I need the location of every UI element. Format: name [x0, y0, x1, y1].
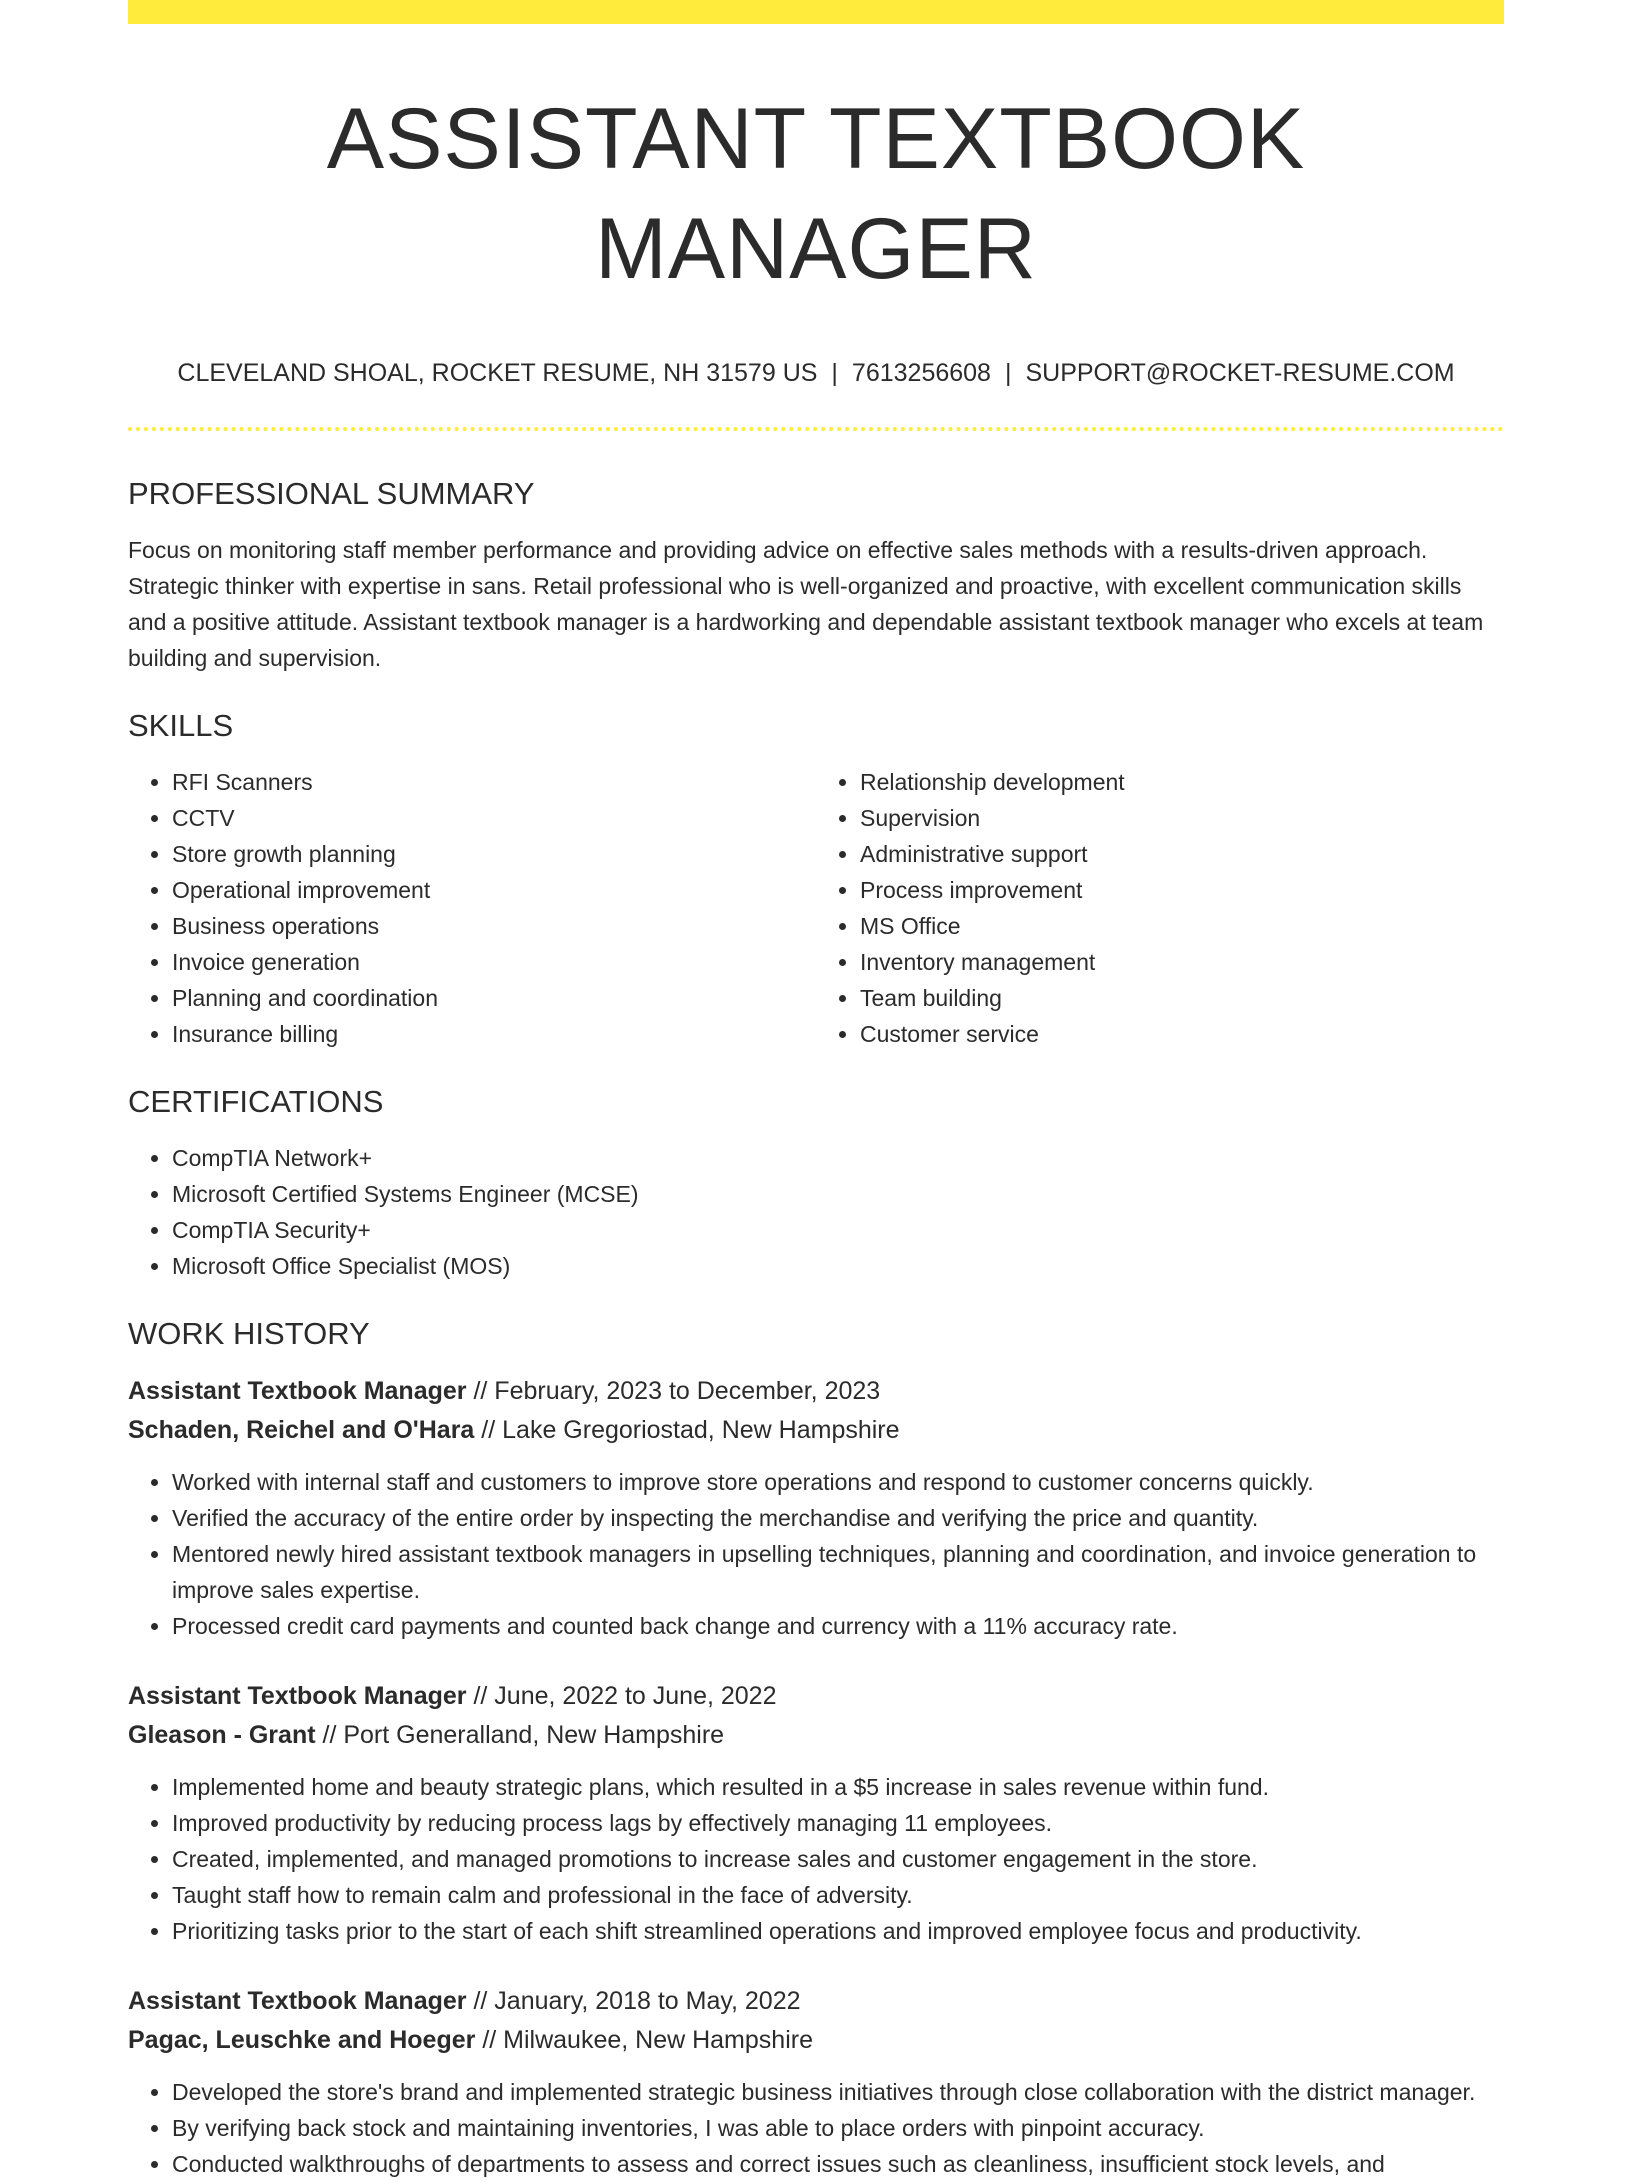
accent-bar	[128, 0, 1504, 24]
skill-item: • Administrative support	[860, 836, 1504, 872]
certifications-list	[128, 1140, 1504, 1284]
contact-line	[128, 356, 1504, 390]
job-bullet: • Implemented home and beauty strategic plans, which resulted in a $5 increase in sales revenue within fund.	[172, 1769, 1504, 1805]
contact-phone: 7613256608	[851, 359, 991, 387]
job-role: Assistant Textbook Manager	[128, 1987, 467, 2015]
contact-separator: |	[831, 359, 838, 387]
job-bullet: • Verified the accuracy of the entire order by inspecting the merchandise and verifying the price and quantity.	[172, 1500, 1504, 1536]
skill-item: • RFI Scanners	[172, 764, 816, 800]
job-dates: // January, 2018 to May, 2022	[473, 1987, 801, 2015]
job-bullet: • Worked with internal staff and customers to improve store operations and respond to customer concerns quickly.	[172, 1464, 1504, 1500]
job-role-line	[128, 1677, 1504, 1716]
contact-address: CLEVELAND SHOAL, ROCKET RESUME, NH 31579 US	[177, 359, 818, 387]
skill-item: • Customer service	[860, 1016, 1504, 1052]
skills-column-left	[128, 764, 816, 1052]
job-role-line	[128, 1982, 1504, 2021]
job-dates: // June, 2022 to June, 2022	[473, 1682, 777, 1710]
skill-item: • Business operations	[172, 908, 816, 944]
job-company-line	[128, 2021, 1504, 2060]
contact-email: SUPPORT@ROCKET-RESUME.COM	[1025, 359, 1455, 387]
job-bullet: • Developed the store's brand and implemented strategic business initiatives through close collaboration with the district manager.	[172, 2074, 1504, 2110]
resume-content	[128, 24, 1504, 2182]
skill-item: • Insurance billing	[172, 1016, 816, 1052]
skill-item: • Process improvement	[860, 872, 1504, 908]
certification-item: • Microsoft Office Specialist (MOS)	[172, 1248, 1504, 1284]
job-bullet: • Prioritizing tasks prior to the start of each shift streamlined operations and improved employee focus and productivity.	[172, 1913, 1504, 1949]
job-bullet: • Created, implemented, and managed promotions to increase sales and customer engagement in the store.	[172, 1841, 1504, 1877]
job-company: Pagac, Leuschke and Hoeger	[128, 2026, 476, 2054]
job-company-line	[128, 1716, 1504, 1755]
skill-item: • Store growth planning	[172, 836, 816, 872]
header-divider	[128, 427, 1504, 431]
job-bullets	[128, 1464, 1504, 1644]
job-bullet: • By verifying back stock and maintaining inventories, I was able to place orders with pinpoint accuracy.	[172, 2110, 1504, 2146]
job-bullets	[128, 1769, 1504, 1949]
job-dates: // February, 2023 to December, 2023	[473, 1377, 881, 1405]
job-bullet: • Improved productivity by reducing process lags by effectively managing 11 employees.	[172, 1805, 1504, 1841]
skill-item: • Operational improvement	[172, 872, 816, 908]
work-history-title: WORK HISTORY	[128, 1316, 370, 1351]
job-bullet: • Processed credit card payments and counted back change and currency with a 11% accuracy rate.	[172, 1608, 1504, 1644]
job-bullet: • Taught staff how to remain calm and professional in the face of adversity.	[172, 1877, 1504, 1913]
job-bullet: • Mentored newly hired assistant textbook managers in upselling techniques, planning and coordination, and invoice generation to improve sales expertise.	[172, 1536, 1504, 1608]
job-bullet: • Conducted walkthroughs of departments to assess and correct issues such as cleanliness, insufficient stock levels, and	[172, 2146, 1504, 2182]
certification-item: • CompTIA Network+	[172, 1140, 1504, 1176]
job-location: // Lake Gregoriostad, New Hampshire	[481, 1416, 900, 1444]
skill-item: • Planning and coordination	[172, 980, 816, 1016]
skill-item: • Inventory management	[860, 944, 1504, 980]
job-location: // Milwaukee, New Hampshire	[482, 2026, 813, 2054]
job-entry	[128, 1677, 1504, 1949]
job-bullets	[128, 2074, 1504, 2182]
job-entry	[128, 1982, 1504, 2182]
job-company: Schaden, Reichel and O'Hara	[128, 1416, 475, 1444]
job-role-line	[128, 1372, 1504, 1411]
skill-item: • Supervision	[860, 800, 1504, 836]
summary-text: Focus on monitoring staff member performance and providing advice on effective sales methods with a results-driven approach. Strategic thinker with expertise in sans. Retail professional who is well-organized and proactive, with excellent communication skills and a positive attitude. Assistant textbook manager is a hardworking and dependable assistant textbook manager who excels at team building and supervision.	[128, 537, 1484, 671]
skills-list	[128, 764, 1504, 1052]
skill-item: • Relationship development	[860, 764, 1504, 800]
job-role: Assistant Textbook Manager	[128, 1377, 467, 1405]
skill-item: • MS Office	[860, 908, 1504, 944]
certification-item: • CompTIA Security+	[172, 1212, 1504, 1248]
skill-item: • CCTV	[172, 800, 816, 836]
job-company: Gleason - Grant	[128, 1721, 316, 1749]
skill-item: • Team building	[860, 980, 1504, 1016]
contact-separator: |	[1004, 359, 1012, 387]
certifications-title: CERTIFICATIONS	[128, 1084, 384, 1119]
job-location: // Port Generalland, New Hampshire	[322, 1721, 725, 1749]
job-entry	[128, 1372, 1504, 1644]
skills-title: SKILLS	[128, 708, 234, 743]
summary-title: PROFESSIONAL SUMMARY	[128, 476, 535, 511]
job-role: Assistant Textbook Manager	[128, 1682, 467, 1710]
skill-item: • Invoice generation	[172, 944, 816, 980]
certification-item: • Microsoft Certified Systems Engineer (MCSE)	[172, 1176, 1504, 1212]
skills-column-right	[816, 764, 1504, 1052]
candidate-name: ASSISTANT TEXTBOOK MANAGER	[326, 91, 1306, 297]
job-company-line	[128, 1411, 1504, 1450]
